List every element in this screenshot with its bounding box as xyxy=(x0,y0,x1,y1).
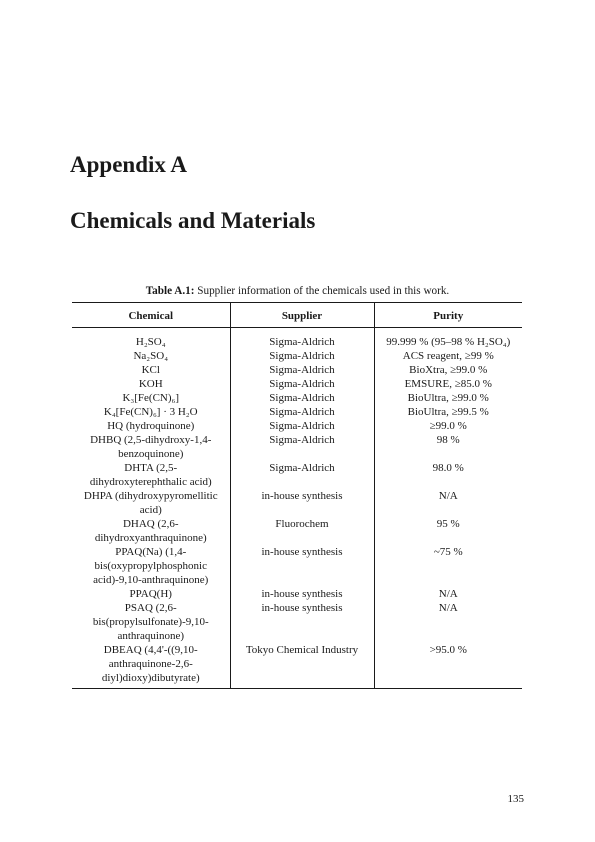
chemical-cell: HQ (hydroquinone) xyxy=(72,419,230,433)
chemical-cell: K₃[Fe(CN)₆] xyxy=(72,391,230,405)
table-row xyxy=(72,517,522,545)
purity-cell: BioUltra, ≥99.0 % xyxy=(407,392,489,404)
purity-cell: >95.0 % xyxy=(429,644,467,656)
supplier-cell: in-house synthesis xyxy=(230,601,374,643)
chemical-cell: DHTA (2,5-dihydroxyterephthalic acid) xyxy=(72,461,230,489)
purity-cell: N/A xyxy=(438,602,458,614)
chemical-cell: DHPA (dihydroxypyromellitic acid) xyxy=(72,489,230,517)
supplier-cell: in-house synthesis xyxy=(230,545,374,587)
chemical-cell: KOH xyxy=(72,377,230,391)
chemical-cell: DBEAQ (4,4'-((9,10-anthraquinone-2,6-diyl)dioxy)dibutyrate) xyxy=(72,643,230,689)
supplier-cell: Fluorochem xyxy=(230,517,374,545)
chemical-cell: Na₂SO₄ xyxy=(72,349,230,363)
table-caption xyxy=(72,284,523,298)
table-row xyxy=(72,489,522,517)
supplier-cell: in-house synthesis xyxy=(230,489,374,517)
column-header-supplier: Supplier xyxy=(230,303,374,328)
supplier-cell: Sigma-Aldrich xyxy=(230,405,374,419)
table-row xyxy=(72,433,522,461)
chemical-cell: KCl xyxy=(72,363,230,377)
purity-cell: 98.0 % xyxy=(432,462,464,474)
chemical-cell: K₄[Fe(CN)₆] · 3 H₂O xyxy=(72,405,230,419)
table-row xyxy=(72,461,522,489)
purity-cell: ≥99.0 % xyxy=(429,420,467,432)
supplier-cell: Sigma-Aldrich xyxy=(230,461,374,489)
column-header-purity: Purity xyxy=(433,310,464,322)
chemicals-table xyxy=(72,302,522,689)
table-caption-text: Supplier information of the chemicals used in this work. xyxy=(197,285,450,297)
table-row xyxy=(72,391,522,405)
purity-cell: N/A xyxy=(438,490,458,502)
supplier-cell: Sigma-Aldrich xyxy=(230,377,374,391)
table-row xyxy=(72,405,522,419)
page-number: 135 xyxy=(507,793,524,805)
supplier-cell: Sigma-Aldrich xyxy=(230,349,374,363)
supplier-cell: Sigma-Aldrich xyxy=(230,419,374,433)
table-header-row xyxy=(72,303,522,328)
table-row xyxy=(72,643,522,689)
chapter-title: Chemicals and Materials xyxy=(70,208,316,233)
purity-cell: 99.999 % (95–98 % H₂SO₄) xyxy=(386,336,511,348)
table-body xyxy=(72,328,522,689)
chemical-cell: PPAQ(Na) (1,4-bis(oxypropylphosphonic acid)-9,10-anthraquinone) xyxy=(72,545,230,587)
table-row xyxy=(72,545,522,587)
column-header-chemical: Chemical xyxy=(72,303,230,328)
table-row xyxy=(72,587,522,601)
chemical-cell: PPAQ(H) xyxy=(72,587,230,601)
chemical-cell: H₂SO₄ xyxy=(72,328,230,350)
supplier-cell: Sigma-Aldrich xyxy=(230,328,374,350)
supplier-cell: Sigma-Aldrich xyxy=(230,391,374,405)
purity-cell: EMSURE, ≥85.0 % xyxy=(404,378,492,390)
chemical-cell: PSAQ (2,6-bis(propylsulfonate)-9,10-anthraquinone) xyxy=(72,601,230,643)
table-caption-label: Table A.1: xyxy=(145,285,195,297)
table-row xyxy=(72,328,522,350)
purity-cell: BioUltra, ≥99.5 % xyxy=(407,406,489,418)
table-row xyxy=(72,377,522,391)
purity-cell: 95 % xyxy=(436,518,460,530)
chapter-heading: Appendix A xyxy=(70,152,187,177)
purity-cell: N/A xyxy=(438,588,458,600)
purity-cell: ACS reagent, ≥99 % xyxy=(402,350,494,362)
purity-cell: ~75 % xyxy=(433,546,463,558)
supplier-cell: in-house synthesis xyxy=(230,587,374,601)
supplier-cell: Sigma-Aldrich xyxy=(230,363,374,377)
purity-cell: BioXtra, ≥99.0 % xyxy=(409,364,488,376)
table-row xyxy=(72,601,522,643)
chemical-cell: DHBQ (2,5-dihydroxy-1,4-benzoquinone) xyxy=(72,433,230,461)
table-row xyxy=(72,349,522,363)
purity-cell: 98 % xyxy=(436,434,460,446)
chemical-cell: DHAQ (2,6-dihydroxyanthraquinone) xyxy=(72,517,230,545)
supplier-cell: Tokyo Chemical Industry xyxy=(230,643,374,689)
table-row xyxy=(72,419,522,433)
table-row xyxy=(72,363,522,377)
supplier-cell: Sigma-Aldrich xyxy=(230,433,374,461)
